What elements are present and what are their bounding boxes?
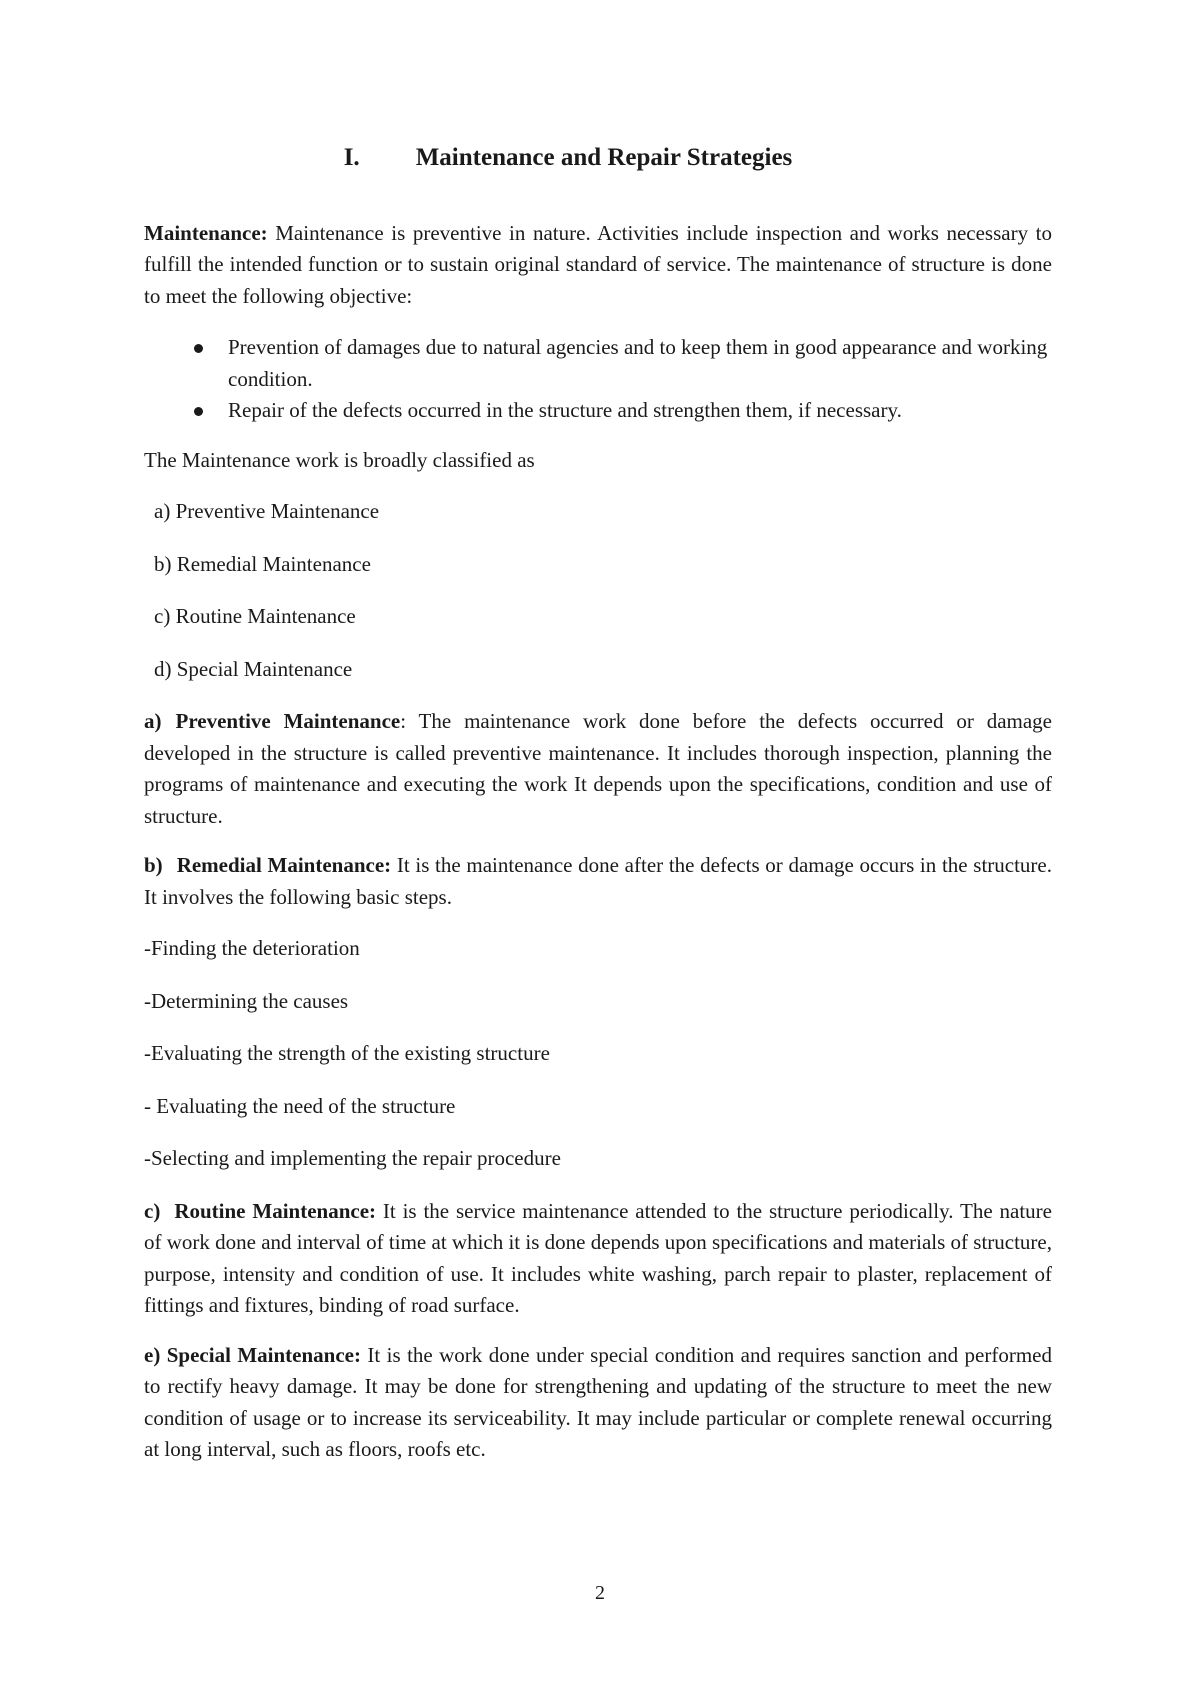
remedial-label: Remedial Maintenance: — [176, 853, 392, 877]
page-content — [144, 142, 1052, 1466]
list-item: - Evaluating the need of the structure — [144, 1093, 456, 1118]
bullet-icon — [194, 407, 203, 416]
page-number: 2 — [595, 1582, 605, 1604]
section-title — [144, 142, 1052, 174]
remedial-paragraph — [144, 850, 1052, 913]
routine-letter: c) — [144, 1198, 161, 1223]
intro-text: Maintenance is preventive in nature. Activities include inspection and works necessary to fulfill the intended function or to sustain original standard of service. The maintenance of structure is done to meet the following objective: — [144, 220, 1052, 308]
preventive-text: : The maintenance work done before the defects occurred or damage developed in the structure is called preventive maintenance. It includes thorough inspection, planning the programs of maintenance and executing the work It depends upon the specifications, condition and use of structure. — [144, 709, 1052, 828]
special-letter: e) — [144, 1342, 161, 1367]
list-item: c) Routine Maintenance — [154, 604, 356, 628]
preventive-label: Preventive Maintenance — [175, 709, 401, 733]
list-item: -Finding the deterioration — [144, 936, 360, 960]
special-paragraph — [144, 1340, 1052, 1466]
intro-label: Maintenance: — [144, 220, 268, 245]
special-text: It is the work done under special condition and requires sanction and performed to rectify heavy damage. It may be done for strengthening and updating of the structure to meet the new condition of usage or to increase its serviceability. It may include particular or complete renewal occurring at long interval, such as floors, roofs etc. — [144, 1342, 1052, 1461]
routine-text: It is the service maintenance attended to the structure periodically. The nature of work done and interval of time at which it is done depends upon specifications and materials of structure, purpose, intensity and condition of use. It includes white washing, parch repair to plaster, replacement of fittings and fixtures, binding of road surface. — [144, 1198, 1052, 1317]
preventive-paragraph — [144, 706, 1052, 832]
objectives-list — [144, 332, 1052, 427]
section-number: I. — [343, 144, 360, 171]
classification-list — [144, 496, 1052, 685]
remedial-letter: b) — [144, 853, 163, 877]
intro-paragraph — [144, 218, 1052, 313]
list-item: b) Remedial Maintenance — [154, 551, 371, 576]
list-item: -Evaluating the strength of the existing structure — [144, 1041, 550, 1065]
routine-paragraph — [144, 1196, 1052, 1322]
list-item: a) Preventive Maintenance — [154, 499, 380, 523]
special-label: Special Maintenance: — [166, 1342, 361, 1367]
classification-intro: The Maintenance work is broadly classified as — [144, 447, 535, 472]
routine-label: Routine Maintenance: — [174, 1198, 377, 1223]
list-item: -Determining the causes — [144, 988, 349, 1013]
bullet-icon — [194, 344, 203, 353]
list-item: -Selecting and implementing the repair procedure — [144, 1146, 561, 1170]
section-heading: Maintenance and Repair Strategies — [415, 144, 793, 171]
list-item: Prevention of damages due to natural agencies and to keep them in good appearance and working condition. — [144, 332, 1052, 395]
list-item: d) Special Maintenance — [154, 656, 353, 681]
remedial-steps-list — [144, 933, 1052, 1175]
preventive-letter: a) — [144, 709, 162, 733]
remedial-text: It is the maintenance done after the defects or damage occurs in the structure. It involves the following basic steps. — [144, 853, 1052, 909]
list-item: Repair of the defects occurred in the structure and strengthen them, if necessary. — [144, 395, 1052, 427]
